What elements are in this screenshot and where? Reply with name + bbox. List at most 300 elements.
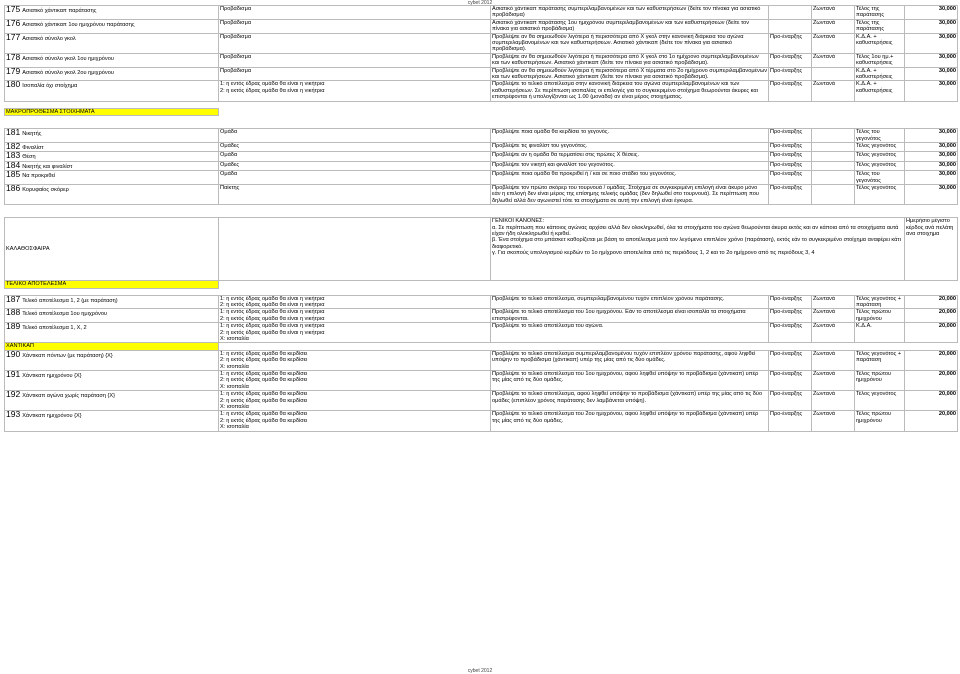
table-row (5, 6, 958, 20)
bet-number: 188 (6, 308, 21, 318)
bet-name-cell (5, 350, 219, 370)
bet-description-text: Προβλέψτε αν θα σημειωθούν λιγότερα ή περισσότερα από Χ γκολ στην κανονική διάρκεια του αγώνα συμπεριλαμβανομένων και των καθυστερήσεων. Ασιατικό χάντικαπ (δείτε τον πίνακα για ασιατικό προβάδισμα). (492, 33, 744, 53)
bet-settlement-text: Τέλος της παράτασης (856, 6, 885, 19)
bet-max-payout (905, 142, 958, 151)
bet-name-cell (5, 309, 219, 323)
bet-live-text: Ζωντανά (813, 33, 835, 40)
bet-live-text: Ζωντανά (813, 350, 835, 357)
bet-settlement (855, 171, 905, 185)
bet-live (812, 6, 855, 20)
bet-pre-start-text: Προ-έναρξης (770, 184, 803, 191)
bet-max-payout (905, 411, 958, 431)
table-row (5, 19, 958, 33)
bet-pre-start (769, 350, 812, 370)
bet-type-cell (219, 67, 491, 81)
bet-description-text: Προβλέψτε το τελικό αποτέλεσμα συμπεριλαμβανομένου τυχόν επιπλέον χρόνου παράτασης, αφού ληφθεί υπόψην το προβάδισμα (χάντικαπ) υπέρ της μίας από τις δύο ομάδες. (492, 350, 756, 364)
bet-live (812, 129, 855, 143)
bet-max-payout (905, 161, 958, 170)
bet-max-payout (905, 371, 958, 391)
rules-text: α. Σε περίπτωση που κάποιος αγώνας αρχίσει αλλά δεν ολοκληρωθεί, όλα τα στοιχήματα του αγώνα θεωρούνται άκυρα εκτός και αν κάποια από τα στοιχήματα αυτά είχαν ήδη ολοκληρωθεί ή κριθεί. β. Ένα στοίχημα στο μπάσκετ καθορίζεται με βάση το αποτέλεσμα μετά τον λεγόμενο επιπλέον χρόνο (παράταση), εκτός εάν το συγκεκριμένο στοίχημα αναφέρει κάτι διαφορετικό. γ. Για σκοπούς υπολογισμού κερδών το 1ο ημίχρονο αποτελείται από τις περιόδους 1, 2 και το 2ο ημίχρονο από τις περιόδους 3, 4 (492, 224, 901, 257)
bet-settlement-text: Τέλος γεγονότος (856, 142, 897, 149)
table-row (5, 184, 958, 204)
bet-max-payout (905, 350, 958, 370)
bet-max-payout-text: 20,000 (938, 371, 956, 378)
bet-description (491, 391, 769, 411)
bet-live (812, 391, 855, 411)
bet-description (491, 295, 769, 309)
bet-live-text: Ζωντανά (813, 81, 835, 88)
bet-max-payout-text: 30,000 (938, 161, 956, 168)
bet-name: Χάντικαπ πόντων (με παράταση) {Χ} (22, 352, 113, 359)
bet-name: Τελικό αποτέλεσμα 1, Χ, 2 (22, 325, 87, 332)
bet-settlement (855, 129, 905, 143)
bet-settlement (855, 152, 905, 161)
section-title (5, 343, 219, 350)
bet-name: Ισοπαλία όχι στοίχημα (22, 83, 78, 90)
bet-type: Προβάδισμα (220, 6, 252, 12)
basketball-title-text: ΚΑΛΑΘΟΣΦΑΙΡΑ (6, 245, 50, 252)
bet-live (812, 152, 855, 161)
bet-description-text: Προβλέψτε το τελικό αποτέλεσμα του αγώνα. (492, 323, 604, 330)
bet-live (812, 371, 855, 391)
bet-pre-start-text: Προ-έναρξης (770, 350, 803, 357)
section-title-text: ΧΑΝΤΙΚΑΠ (6, 343, 34, 350)
bet-options: 1: η εντός έδρας ομάδα θα κερδίσει 2: η εκτός έδρας ομάδα θα κερδίσει Χ: ισοπαλία (220, 411, 308, 431)
bet-description (491, 411, 769, 431)
bet-type: Ομάδα (220, 152, 238, 159)
bet-settlement (855, 323, 905, 343)
bet-type: Ομάδες (220, 142, 240, 149)
bet-max-payout (905, 6, 958, 20)
bet-type-cell (219, 152, 491, 161)
table-row (5, 309, 958, 323)
bet-settlement-text: Κ.Δ.Α. + καθυστερήσεις (856, 67, 893, 81)
bet-type: Προβάδισμα (220, 67, 252, 74)
bet-max-payout (905, 129, 958, 143)
bet-description (491, 184, 769, 204)
bet-settlement (855, 371, 905, 391)
bet-settlement (855, 6, 905, 20)
bet-settlement (855, 184, 905, 204)
bet-type: Προβάδισμα (220, 19, 252, 26)
bet-options: 1: η εντός έδρας ομάδα θα είναι η νικήτρια 2: η εκτός έδρας ομάδα θα είναι η νικήτρια (220, 81, 325, 94)
section-title (5, 281, 219, 288)
bet-live (812, 161, 855, 170)
bet-live (812, 323, 855, 343)
bet-settlement-text: Τέλος 1ου ημ.+ καθυστερήσεις (856, 53, 894, 67)
bet-pre-start (769, 33, 812, 53)
bet-name: Φιναλίστ (22, 144, 44, 151)
bet-type-cell (219, 19, 491, 33)
bet-name-cell (5, 161, 219, 170)
bet-max-payout-text: 30,000 (938, 33, 956, 40)
bet-live (812, 19, 855, 33)
bet-description (491, 81, 769, 101)
bet-pre-start-text: Προ-έναρξης (770, 152, 803, 159)
bet-settlement (855, 53, 905, 67)
bet-pre-start (769, 184, 812, 204)
bet-description-text: Προβλέψτε το τελικό αποτέλεσμα του 2ου ημιχρόνου, αφού ληφθεί υπόψην το προβάδισμα (χάντικαπ) υπέρ της μίας από τις δύο ομάδες. (492, 411, 759, 424)
bet-settlement (855, 309, 905, 323)
bet-settlement-text: Κ.Δ.Α. + καθυστερήσεις (856, 33, 893, 47)
section-title-row (5, 343, 958, 350)
bet-options: 1: η εντός έδρας ομάδα θα είναι η νικήτρια 2: η εκτός έδρας ομάδα θα είναι η νικήτρια Χ: ισοπαλία (220, 323, 325, 342)
bet-name: Ασιατικό σύνολο γκολ 2ου ημιχρόνου (22, 69, 114, 76)
table-row (5, 142, 958, 151)
bet-number: 181 (6, 128, 21, 138)
bet-type-cell (219, 184, 491, 204)
bet-max-payout-text: 30,000 (938, 142, 956, 149)
bet-description-text: Προβλέψτε ποια ομάδα θα προκριθεί ή / και σε ποιο στάδιο του γεγονότος. (492, 171, 677, 178)
bet-description-text: Προβλέψτε το τελικό αποτέλεσμα, συμπεριλαμβανομένου τυχόν επιπλέον χρόνου παράτασης. (492, 295, 725, 302)
bet-max-payout-text: 30,000 (938, 152, 956, 159)
table-row (5, 53, 958, 67)
bet-max-payout (905, 19, 958, 33)
bet-description (491, 161, 769, 170)
bet-description-text: Προβλέψτε το τελικό αποτέλεσμα του 1ου ημιχρόνου. Εάν το αποτέλεσμα είναι ισοπαλία τα στοιχήματα επιστρέφονται. (492, 309, 746, 322)
bet-name-cell (5, 184, 219, 204)
bet-name: Ασιατικό χάντικαπ παράτασης (22, 8, 97, 14)
bet-live-text: Ζωντανά (813, 295, 835, 302)
page-footer: cybet 2012 (467, 668, 493, 674)
bet-type-cell (219, 350, 491, 370)
bet-number: 178 (6, 53, 21, 62)
bet-settlement (855, 391, 905, 411)
bet-live (812, 53, 855, 67)
bet-max-payout (905, 323, 958, 343)
bet-description-text: Προβλέψτε αν θα σημειωθούν λιγότερα ή περισσότερα από Χ τέρματα στο 2ο ημίχρονο συμπεριλαμβανομένων και των καθυστερήσεων. Ασιατικό χάντικαπ (δείτε τον πίνακα για ασιατικό προβάδισμα). (492, 67, 768, 81)
bet-pre-start (769, 6, 812, 20)
bet-number: 176 (6, 19, 21, 28)
bet-live (812, 171, 855, 185)
bet-max-payout-text: 30,000 (938, 19, 956, 26)
bet-name: Τελικό αποτέλεσμα 1, 2 (με παράταση) (22, 297, 118, 304)
section-title-text: ΜΑΚΡΟΠΡΟΘΕΣΜΑ ΣΤΟΙΧΗΜΑΤΑ (6, 108, 95, 115)
bet-max-payout (905, 184, 958, 204)
bet-settlement-text: Τέλος πρώτου ημιχρόνου (856, 309, 891, 322)
bet-description-text: Προβλέψτε τον νικητή και φιναλίστ του γεγονότος. (492, 161, 615, 168)
basketball-header-row (5, 218, 958, 281)
bet-name-cell (5, 411, 219, 431)
bet-live (812, 67, 855, 81)
bet-type: Προβάδισμα (220, 53, 252, 60)
bet-live (812, 81, 855, 101)
bet-live-text: Ζωντανά (813, 371, 835, 378)
bet-pre-start (769, 142, 812, 151)
bet-settlement-text: Τέλος γεγονότος (856, 161, 897, 168)
bet-description (491, 171, 769, 185)
bet-pre-start (769, 309, 812, 323)
bet-max-payout-text: 20,000 (938, 411, 956, 418)
bet-pre-start-text: Προ-έναρξης (770, 53, 803, 60)
bet-description (491, 371, 769, 391)
bet-settlement (855, 19, 905, 33)
bet-type-cell (219, 33, 491, 53)
table-row (5, 81, 958, 101)
bet-name-cell (5, 171, 219, 185)
bet-name: Θέση (22, 154, 36, 161)
bet-pre-start-text: Προ-έναρξης (770, 33, 803, 40)
bet-max-payout (905, 152, 958, 161)
bet-name-cell (5, 391, 219, 411)
bet-description (491, 323, 769, 343)
bet-number: 182 (6, 142, 21, 151)
bet-type-cell (219, 161, 491, 170)
bet-number: 192 (6, 390, 21, 400)
bet-live (812, 142, 855, 151)
bet-name-cell (5, 19, 219, 33)
bet-description-text: Προβλέψτε αν θα σημειωθούν λιγότερα ή περισσότερα από Χ γκολ στο 1ο ημίχρονο συμπεριλαμβανομένων και των καθυστερήσεων. Ασιατικό χάντικαπ (δείτε τον πίνακα για ασιατικό προβάδισμα). (492, 53, 759, 67)
bet-type-cell (219, 142, 491, 151)
bet-name-cell (5, 67, 219, 81)
bet-pre-start (769, 161, 812, 170)
bet-description-text: Προβλέψτε ποια ομάδα θα κερδίσει το γεγονός. (492, 129, 610, 136)
bet-type-cell (219, 391, 491, 411)
bet-settlement-text: Τέλος πρώτου ημιχρόνου (856, 371, 891, 384)
table-row (5, 33, 958, 53)
section-title-row (5, 108, 958, 115)
max-payout-note (905, 218, 958, 281)
bet-settlement (855, 295, 905, 309)
bet-pre-start-text: Προ-έναρξης (770, 323, 803, 330)
bet-live-text: Ζωντανά (813, 411, 835, 418)
bet-settlement (855, 161, 905, 170)
bet-types-sheet (4, 5, 958, 432)
bet-pre-start (769, 371, 812, 391)
bet-description (491, 19, 769, 33)
bet-description-text: Ασιατικό χάντικαπ παράτασης συμπεριλαμβανομένων και των καθυστερήσεων (δείτε τον πίνακα για ασιατικό προβάδισμα) (492, 6, 761, 19)
bet-pre-start-text: Προ-έναρξης (770, 295, 803, 302)
bet-options: 1: η εντός έδρας ομάδα θα είναι η νικήτρια 2: η εκτός έδρας ομάδα θα είναι η νικήτρια (220, 309, 325, 322)
bet-max-payout-text: 30,000 (938, 129, 956, 136)
bet-name: Κορυφαίος σκόρερ (22, 186, 69, 193)
bet-description (491, 152, 769, 161)
bet-max-payout (905, 67, 958, 81)
general-rules (491, 218, 905, 281)
max-payout-note-text: Ημερήσιο μέγιστο κέρδος ανά πελάτη ανα στοιχημα (906, 218, 954, 237)
page-header: cybet 2012 (467, 0, 493, 6)
bet-description-text: Προβλέψτε τις φιναλίστ του γεγονότος. (492, 142, 588, 149)
bet-description (491, 129, 769, 143)
bet-name: Ασιατικό χάντικαπ 1ου ημιχρόνου παράτασης (22, 21, 135, 28)
bet-number: 186 (6, 184, 21, 193)
bet-live (812, 411, 855, 431)
bet-max-payout (905, 171, 958, 185)
bet-name-cell (5, 6, 219, 20)
bet-live (812, 295, 855, 309)
bet-number: 189 (6, 322, 21, 332)
table-row (5, 152, 958, 161)
table-row (5, 323, 958, 343)
bet-pre-start (769, 53, 812, 67)
bet-settlement-text: Τέλος του γεγονότος (856, 129, 881, 142)
bet-pre-start-text: Προ-έναρξης (770, 309, 803, 316)
bet-number: 187 (6, 295, 21, 304)
bet-type-cell (219, 323, 491, 343)
bet-pre-start (769, 411, 812, 431)
bet-number: 184 (6, 161, 21, 170)
bet-options: 1: η εντός έδρας ομάδα θα είναι η νικήτρια 2: η εκτός έδρας ομάδα θα είναι η νικήτρια (220, 295, 325, 308)
bet-settlement (855, 33, 905, 53)
bet-description (491, 142, 769, 151)
bet-name-cell (5, 81, 219, 101)
bet-pre-start-text: Προ-έναρξης (770, 129, 803, 136)
bet-settlement-text: Κ.Δ.Α. + καθυστερήσεις (856, 81, 893, 94)
bet-max-payout-text: 20,000 (938, 391, 956, 398)
table-row (5, 161, 958, 170)
bet-live-text: Ζωντανά (813, 6, 835, 12)
bet-name-cell (5, 129, 219, 143)
bet-description-text: Προβλέψτε το τελικό αποτέλεσμα, αφού ληφθεί υπόψην το προβάδισμα (χάντικαπ) υπέρ της μίας από τις δύο ομάδες (επιπλέον χρόνος παράτασης δεν λαμβάνεται υπόψη). (492, 391, 763, 404)
bet-pre-start (769, 67, 812, 81)
bet-settlement-text: Τέλος γεγονότος + παράταση (856, 350, 902, 364)
bet-settlement (855, 67, 905, 81)
bet-settlement-text: Τέλος γεγονότος (856, 152, 897, 159)
bet-max-payout (905, 81, 958, 101)
bet-type-cell (219, 309, 491, 323)
bet-max-payout (905, 53, 958, 67)
bet-description-text: Προβλέψτε αν η ομάδα θα τερματίσει στις πρώτες Χ θέσεις. (492, 152, 640, 159)
bet-max-payout (905, 309, 958, 323)
bet-description (491, 33, 769, 53)
bet-type-cell (219, 6, 491, 20)
bet-description (491, 350, 769, 370)
table-row (5, 350, 958, 370)
table-row (5, 295, 958, 309)
bet-type-cell (219, 53, 491, 67)
bet-max-payout-text: 30,000 (938, 171, 956, 178)
bet-number: 177 (6, 33, 21, 42)
bet-name: Να προκριθεί (22, 173, 56, 180)
bet-live-text: Ζωντανά (813, 53, 835, 60)
bet-type-cell (219, 371, 491, 391)
bet-description-text: Προβλέψτε το τελικό αποτέλεσμα του 1ου ημιχρόνου, αφού ληφθεί υπόψην το προβάδισμα (χάντικαπ) υπέρ της μίας από τις δύο ομάδες. (492, 371, 759, 384)
bet-settlement-text: Τέλος γεγονότος + παράταση (856, 295, 902, 308)
bet-pre-start-text: Προ-έναρξης (770, 171, 803, 178)
bet-max-payout-text: 20,000 (938, 309, 956, 316)
bet-max-payout (905, 391, 958, 411)
bet-type: Ομάδα (220, 129, 238, 136)
bet-pre-start (769, 323, 812, 343)
bet-max-payout-text: 30,000 (938, 81, 956, 88)
bet-name-cell (5, 33, 219, 53)
section-title-row (5, 281, 958, 288)
bet-number: 190 (6, 350, 21, 359)
bet-description-text: Προβλέψτε τον πρώτο σκόρερ του τουρνουά / ομάδας. Στοίχημα σε συγκεκριμένη επιλογή είναι άκυρο μόνο εάν η επιλογή δεν είναι μέρος της επίσημης τελικής ομάδας (δεν δηλωθεί στο τουρνουά). Σε περίπτωση που δηλωθεί αλλά δεν αγωνιστεί τότε τα στοιχήματα σε αυτή την επιλογή είναι έγκυρα. (492, 184, 759, 204)
table-row (5, 391, 958, 411)
bet-settlement-text: Τέλος γεγονότος (856, 391, 897, 398)
bet-type: Ομάδες (220, 161, 240, 168)
bet-pre-start (769, 152, 812, 161)
bet-name: Νικητής (22, 131, 42, 138)
bet-number: 185 (6, 170, 21, 180)
bet-number: 183 (6, 151, 21, 161)
bet-pre-start-text: Προ-έναρξης (770, 371, 803, 378)
bet-pre-start (769, 129, 812, 143)
section-title (5, 108, 219, 115)
table-row (5, 411, 958, 431)
bet-pre-start-text: Προ-έναρξης (770, 411, 803, 418)
bet-pre-start-text: Προ-έναρξης (770, 391, 803, 398)
bet-number: 175 (6, 5, 21, 14)
bet-settlement (855, 411, 905, 431)
bet-name-cell (5, 142, 219, 151)
bet-max-payout-text: 30,000 (938, 6, 956, 12)
bet-name: Χάντικαπ ημιχρόνου {Χ} (22, 373, 82, 380)
bet-type-cell (219, 129, 491, 143)
bet-live (812, 33, 855, 53)
bet-description (491, 6, 769, 20)
bet-pre-start-text: Προ-έναρξης (770, 142, 803, 149)
bet-pre-start-text: Προ-έναρξης (770, 161, 803, 168)
bet-number: 193 (6, 410, 21, 420)
rules-title: ΓΕΝΙΚΟΙ ΚΑΝΟΝΕΣ: (492, 218, 545, 225)
bet-type: Ομάδα (220, 171, 238, 178)
bet-max-payout-text: 30,000 (938, 67, 956, 74)
bet-number: 191 (6, 370, 21, 380)
bet-live (812, 309, 855, 323)
table-row (5, 171, 958, 185)
bet-name-cell (5, 323, 219, 343)
bet-max-payout-text: 20,000 (938, 350, 956, 357)
basketball-title (5, 218, 219, 281)
table-row (5, 67, 958, 81)
table-row (5, 129, 958, 143)
bet-name-cell (5, 295, 219, 309)
bet-description (491, 309, 769, 323)
bet-options: 1: η εντός έδρας ομάδα θα κερδίσει 2: η εκτός έδρας ομάδα θα κερδίσει Χ: ισοπαλία (220, 391, 308, 411)
bet-settlement (855, 142, 905, 151)
bet-settlement (855, 350, 905, 370)
bet-max-payout-text: 30,000 (938, 53, 956, 60)
bet-live (812, 350, 855, 370)
bet-description-text: Ασιατικό χάντικαπ παράτασης 1ου ημιχρόνου συμπεριλαμβανομένων και των καθυστερήσεων (δείτε τον πίνακα για ασιατικό προβάδισμα) (492, 19, 750, 33)
bet-type-cell (219, 295, 491, 309)
bet-name: Ασιατικό σύνολο γκολ (22, 35, 76, 42)
bet-live-text: Ζωντανά (813, 309, 835, 316)
bet-live-text: Ζωντανά (813, 391, 835, 398)
bet-type-cell (219, 81, 491, 101)
bet-name: Χάντικαπ αγώνα χωρίς παράταση {Χ} (22, 393, 115, 400)
bet-type: Προβάδισμα (220, 33, 252, 40)
bet-live (812, 184, 855, 204)
bet-settlement-text: Τέλος πρώτου ημιχρόνου (856, 411, 891, 424)
bet-pre-start (769, 171, 812, 185)
bet-type-cell (219, 411, 491, 431)
bet-name-cell (5, 371, 219, 391)
section-title-text: ΤΕΛΙΚΟ ΑΠΟΤΕΛΕΣΜΑ (6, 281, 67, 288)
bet-description (491, 67, 769, 81)
bet-max-payout (905, 33, 958, 53)
bet-name: Ασιατικό σύνολο γκολ 1ου ημιχρόνου (22, 55, 114, 62)
bet-settlement-text: Τέλος γεγονότος (856, 184, 897, 191)
bet-pre-start (769, 81, 812, 101)
bet-description (491, 53, 769, 67)
bet-name: Χάντικαπ ημιχρόνου {Χ} (22, 413, 82, 420)
bet-settlement-text: Κ.Δ.Α. (856, 323, 872, 330)
bet-name: Νικητής και φιναλίστ (22, 163, 73, 170)
bet-options: 1: η εντός έδρας ομάδα θα κερδίσει 2: η εκτός έδρας ομάδα θα κερδίσει Χ: ισοπαλία (220, 371, 308, 390)
bet-settlement (855, 81, 905, 101)
bet-number: 179 (6, 67, 21, 76)
bet-description-text: Προβλέψτε το τελικό αποτέλεσμα στην κανονική διάρκεια του αγώνα συμπεριλαμβανομένων και των καθυστερήσεων. Σε περίπτωση ισοπαλίας οι επιλογές για το συγκεκριμένο στοίχημα θεωρούνται άκυρες και επιστρέφονται ή υπολογίζονται ως 1.00 (μονάδα) αν είναι μέρος στοιχήματος. (492, 81, 758, 101)
bet-pre-start (769, 391, 812, 411)
bet-options: 1: η εντός έδρας ομάδα θα κερδίσει 2: η εκτός έδρας ομάδα θα κερδίσει Χ: ισοπαλία (220, 350, 308, 370)
bet-pre-start (769, 19, 812, 33)
bet-live-text: Ζωντανά (813, 323, 835, 330)
bet-number: 180 (6, 80, 21, 90)
bet-name-cell (5, 152, 219, 161)
